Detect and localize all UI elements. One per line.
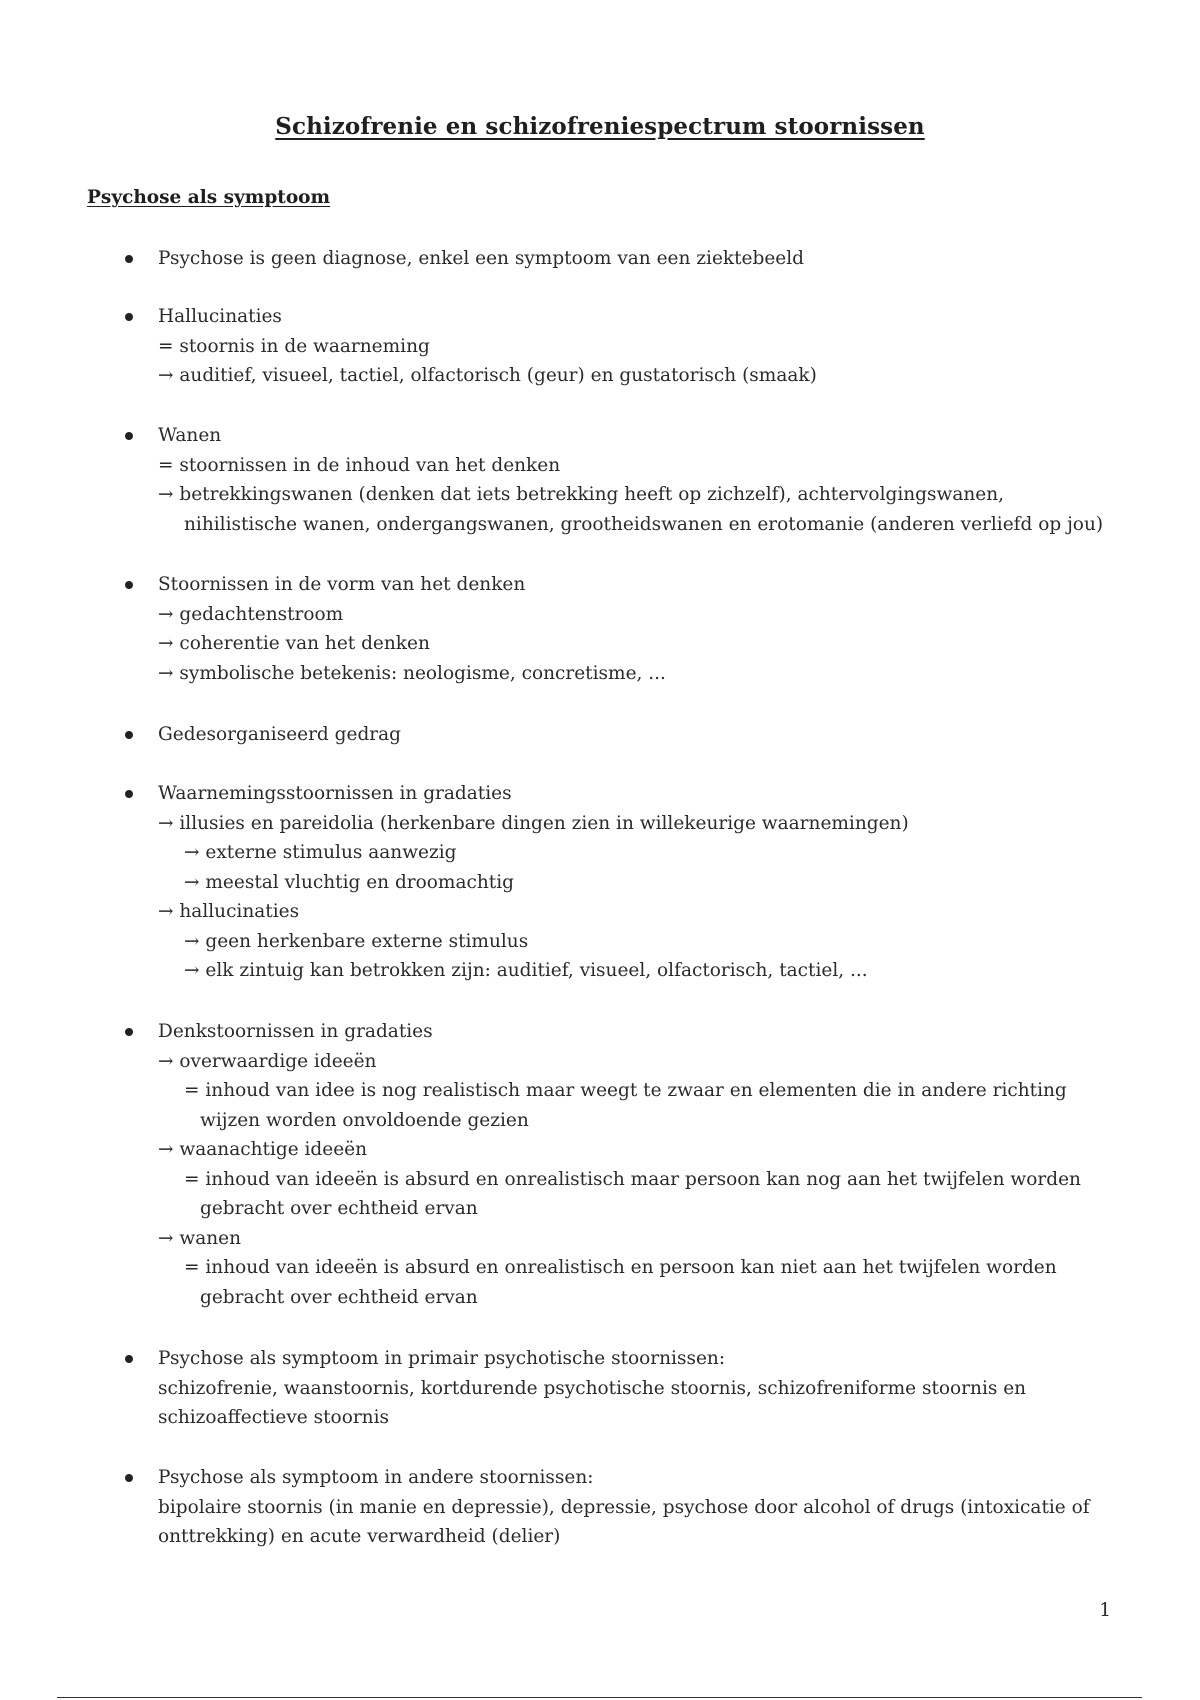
list-item-text: → hallucinaties: [158, 901, 300, 922]
list-item-text: → auditief, visueel, tactiel, olfactorisch (geur) en gustatorisch (smaak): [158, 365, 817, 386]
list-item-text: bipolaire stoornis (in manie en depressie), depressie, psychose door alcohol of drugs (intoxicatie of: [158, 1496, 1090, 1518]
list-item-text: → betrekkingswanen (denken dat iets betrekking heeft op zichzelf), achtervolgingswanen,: [158, 484, 1005, 505]
section-heading: Psychose als symptoom: [87, 187, 331, 208]
list-item-text: Psychose als symptoom in andere stoornissen:: [158, 1467, 594, 1488]
list-item: [158, 720, 1118, 750]
page-number: 1: [1099, 1600, 1111, 1621]
list-item-text: → symbolische betekenis: neologisme, concretisme, ...: [158, 662, 666, 684]
list-item-text: Wanen: [158, 425, 222, 446]
list-item-text: → waanachtige ideeën: [158, 1139, 368, 1160]
list-item-text: Gedesorganiseerd gedrag: [158, 724, 402, 745]
list-item-text: gebracht over echtheid ervan: [200, 1286, 478, 1308]
list-item: [158, 779, 1118, 986]
bullet-dot-icon: [125, 432, 133, 440]
list-item: [158, 1344, 1118, 1433]
list-item-text: → overwaardige ideeën: [158, 1050, 377, 1072]
footer-divider: [57, 1697, 1142, 1698]
list-item-text: → meestal vluchtig en droomachtig: [184, 871, 514, 893]
document-title: Schizofrenie en schizofreniespectrum stoornissen: [275, 113, 925, 140]
list-item-text: → illusies en pareidolia (herkenbare dingen zien in willekeurige waarnemingen): [158, 812, 909, 834]
list-item-text: wijzen worden onvoldoende gezien: [200, 1109, 529, 1131]
list-item-text: = stoornissen in de inhoud van het denken: [158, 454, 561, 476]
list-item-text: = inhoud van ideeën is absurd en onrealistisch maar persoon kan nog aan het twijfelen worden: [184, 1168, 1081, 1190]
bullet-dot-icon: [125, 313, 133, 321]
bullet-dot-icon: [125, 255, 133, 263]
list-item-text: Psychose is geen diagnose, enkel een symptoom van een ziektebeeld: [158, 248, 804, 269]
list-item-text: → coherentie van het denken: [158, 633, 430, 654]
list-item-text: Hallucinaties: [158, 306, 282, 327]
list-item-text: → wanen: [158, 1227, 242, 1249]
list-item: [158, 244, 1118, 274]
bullet-dot-icon: [125, 581, 133, 589]
list-item: [158, 302, 1118, 391]
list-item: [158, 421, 1118, 539]
list-item-text: Psychose als symptoom in primair psychotische stoornissen:: [158, 1348, 726, 1369]
list-item-text: onttrekking) en acute verwardheid (delier): [158, 1526, 561, 1547]
list-item-text: → elk zintuig kan betrokken zijn: auditief, visueel, olfactorisch, tactiel, ...: [184, 960, 868, 981]
list-item-text: Waarnemingsstoornissen in gradaties: [158, 783, 512, 804]
list-item-text: schizofrenie, waanstoornis, kortdurende psychotische stoornis, schizofreniforme stoornis en: [158, 1377, 1027, 1399]
bullet-dot-icon: [125, 731, 133, 739]
list-item-text: gebracht over echtheid ervan: [200, 1198, 478, 1219]
list-item-text: → geen herkenbare externe stimulus: [184, 930, 529, 952]
list-item-text: → gedachtenstroom: [158, 603, 344, 625]
bullet-dot-icon: [125, 1474, 133, 1482]
list-item-text: nihilistische wanen, ondergangswanen, grootheidswanen en erotomanie (anderen verliefd op jou): [184, 513, 1104, 535]
list-item-text: schizoaffectieve stoornis: [158, 1407, 390, 1428]
list-item: [158, 570, 1118, 688]
bullet-dot-icon: [125, 1028, 133, 1036]
list-item: [158, 1017, 1118, 1312]
list-item-text: → externe stimulus aanwezig: [184, 842, 457, 863]
list-item-text: = inhoud van ideeën is absurd en onrealistisch en persoon kan niet aan het twijfelen worden: [184, 1257, 1057, 1278]
list-item-text: = inhoud van idee is nog realistisch maar weegt te zwaar en elementen die in andere richting: [184, 1080, 1067, 1101]
list-item: [158, 1463, 1118, 1552]
bullet-dot-icon: [125, 790, 133, 798]
list-item-text: = stoornis in de waarneming: [158, 335, 430, 357]
bullet-dot-icon: [125, 1355, 133, 1363]
list-item-text: Denkstoornissen in gradaties: [158, 1021, 433, 1042]
list-item-text: Stoornissen in de vorm van het denken: [158, 574, 526, 595]
